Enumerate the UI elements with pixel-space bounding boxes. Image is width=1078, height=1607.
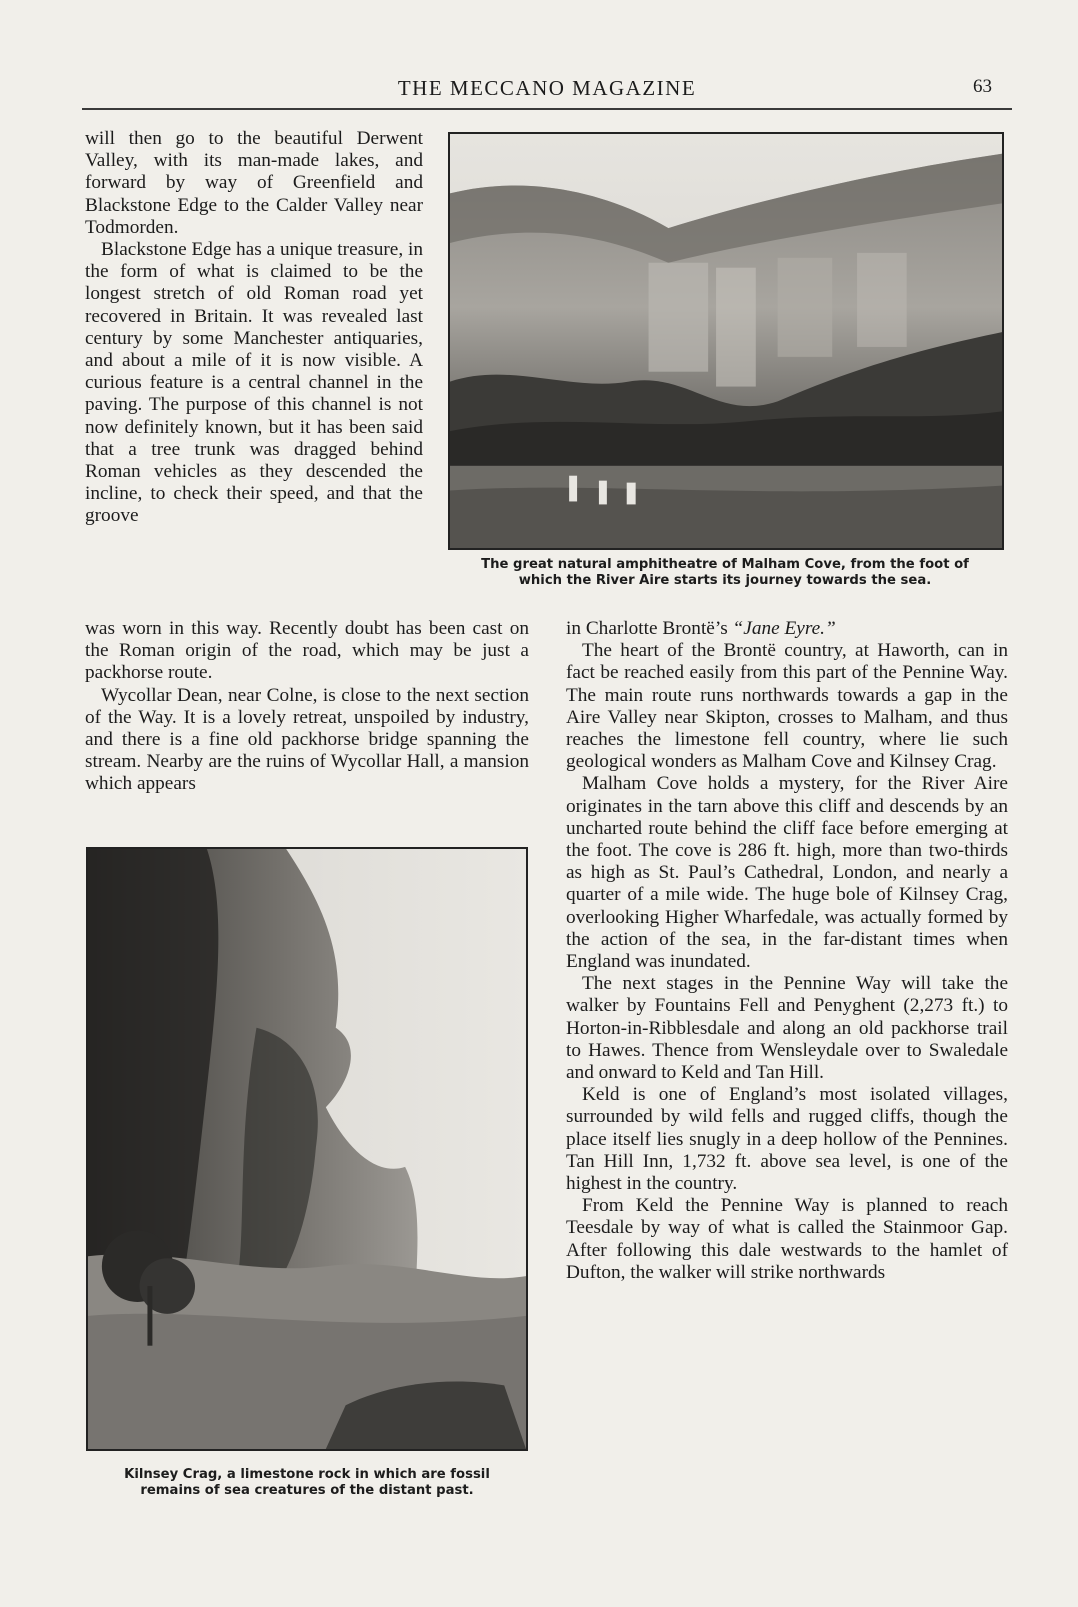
left-column-wide — [85, 618, 529, 796]
paragraph: From Keld the Pennine Way is planned to reach Teesdale by way of what is called the Stainmoor Gap. After following this dale westwards to the hamlet of Dufton, the walker will strike northwards — [566, 1195, 1008, 1283]
paragraph: The heart of the Brontë country, at Haworth, can in fact be reached easily from this part of the Pennine Way. The main route runs northwards towards a gap in the Aire Valley near Skipton, crosses to Malham, and thus reaches the limestone fell country, where lie such geological wonders as Malham Cove and Kilnsey Crag. — [566, 640, 1008, 773]
text-run: in Charlotte Brontë’s — [566, 618, 733, 639]
left-column-top — [85, 128, 423, 528]
malham-cove-image — [450, 134, 1002, 548]
paragraph: Blackstone Edge has a unique treasure, in the form of what is claimed to be the longest stretch of old Roman road yet recovered in Britain. It was revealed last century by some Manchester antiquaries, and about a mile of it is now visible. A curious feature is a central channel in the paving. The purpose of this channel is not now definitely known, but it has been said that a tree trunk was dragged behind Roman vehicles as they descended the incline, to check their speed, and that the groove — [85, 239, 423, 527]
caption-line: remains of sea creatures of the distant past. — [140, 1483, 474, 1498]
page-number: 63 — [973, 76, 992, 97]
caption-line: which the River Aire starts its journey towards the sea. — [518, 573, 932, 588]
magazine-title: THE MECCANO MAGAZINE — [397, 76, 697, 100]
caption-line: The great natural amphitheatre of Malham Cove, from the foot of — [481, 557, 969, 572]
page-header — [82, 74, 1012, 110]
kilnsey-crag-photo — [86, 847, 528, 1451]
kilnsey-crag-caption — [78, 1467, 536, 1499]
paragraph: was worn in this way. Recently doubt has been cast on the Roman origin of the road, which may be just a packhorse route. — [85, 618, 529, 684]
kilnsey-crag-image — [88, 849, 526, 1449]
malham-cove-photo — [448, 132, 1004, 550]
paragraph: The next stages in the Pennine Way will take the walker by Fountains Fell and Penyghent (2,273 ft.) to Horton-in-Ribblesdale and along an old packhorse trail to Hawes. Thence from Wensleydale over to Swaledale and onward to Keld and Tan Hill. — [566, 973, 1008, 1084]
book-title: “Jane Eyre.” — [732, 618, 836, 639]
paragraph: Malham Cove holds a mystery, for the River Aire originates in the tarn above this cliff and descends by an uncharted route behind the cliff face before emerging at the foot. The cove is 286 ft. high, more than two-thirds as high as St. Paul’s Cathedral, London, and nearly a quarter of a mile wide. The huge bole of Kilnsey Crag, overlooking Higher Wharfedale, was actually formed by the action of the sea, in the far-distant times when England was inundated. — [566, 773, 1008, 973]
paragraph: Keld is one of England’s most isolated villages, surrounded by wild fells and rugged cliffs, though the place itself lies snugly in a deep hollow of the Pennines. Tan Hill Inn, 1,732 ft. above sea level, is one of the highest in the country. — [566, 1084, 1008, 1195]
caption-line: Kilnsey Crag, a limestone rock in which are fossil — [124, 1467, 490, 1482]
right-column — [566, 618, 1008, 1284]
malham-cove-caption — [440, 557, 1010, 589]
paragraph: will then go to the beautiful Derwent Valley, with its man-made lakes, and forward by way of Greenfield and Blackstone Edge to the Calder Valley near Todmorden. — [85, 128, 423, 238]
paragraph — [566, 618, 1008, 640]
paragraph: Wycollar Dean, near Colne, is close to the next section of the Way. It is a lovely retreat, unspoiled by industry, and there is a fine old packhorse bridge spanning the stream. Nearby are the ruins of Wycollar Hall, a mansion which appears — [85, 684, 529, 795]
